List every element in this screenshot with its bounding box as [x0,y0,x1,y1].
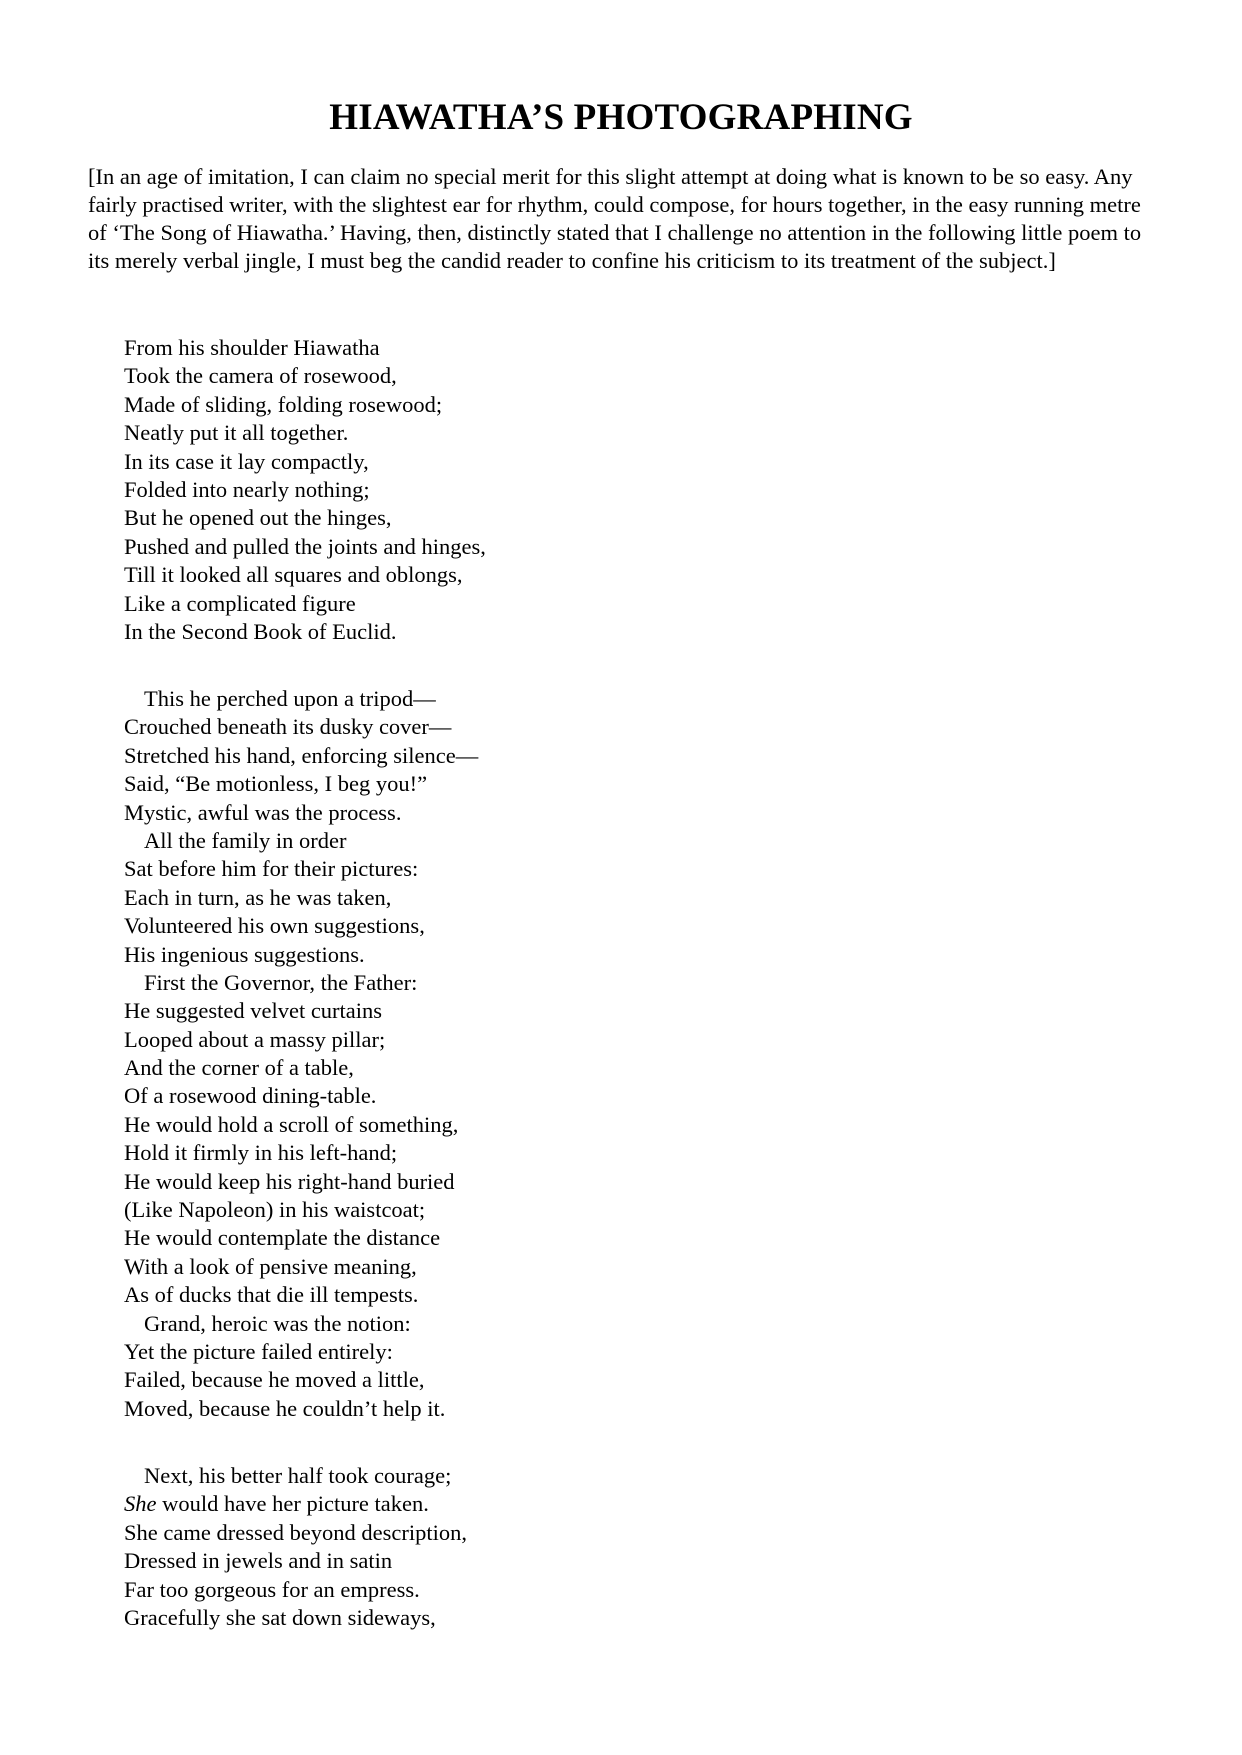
poem-line: Volunteered his own suggestions, [124,913,425,939]
poem-line: Neatly put it all together. [124,420,349,446]
poem-line: First the Governor, the Father: [144,969,418,995]
stanza-3 [124,1462,467,1632]
poem-line: And the corner of a table, [124,1055,354,1081]
poem-line: But he opened out the hinges, [124,505,392,531]
poem-line: All the family in order [144,827,347,853]
poem-line: Looped about a massy pillar; [124,1026,386,1052]
poem-line: With a look of pensive meaning, [124,1253,417,1279]
poem-line: Gracefully she sat down sideways, [124,1604,436,1630]
preface-paragraph: [In an age of imitation, I can claim no special merit for this slight attempt at doing what is known to be so easy. Any fairly practised writer, with the slightest ear for rhythm, could compose, for hours together, in the easy running metre of ‘The Song of Hiawatha.’ Having, then, distinctly stated that I challenge no attention in the following little poem to its merely verbal jingle, I must beg the candid reader to confine his criticism to its treatment of the subject.] [88,164,1142,273]
poem-line: Sat before him for their pictures: [124,856,419,882]
poem-line: He suggested velvet curtains [124,998,383,1024]
poem-line: This he perched upon a tripod— [144,686,436,711]
poem-line: He would contemplate the distance [124,1225,441,1251]
emphasis-she: She [124,1491,157,1517]
poem-line: Mystic, awful was the process. [124,799,402,825]
poem-line [124,1490,467,1518]
poem-line: He would keep his right-hand buried [124,1168,455,1194]
poem-line: She came dressed beyond description, [124,1519,468,1545]
poem-line: Pushed and pulled the joints and hinges, [124,533,486,559]
poem-line: Till it looked all squares and oblongs, [124,562,463,588]
poem-line: In the Second Book of Euclid. [124,618,397,644]
poem-line: Made of sliding, folding rosewood; [124,391,443,417]
poem-line: Dressed in jewels and in satin [124,1548,393,1574]
poem-line: (Like Napoleon) in his waistcoat; [124,1197,426,1223]
poem-line: His ingenious suggestions. [124,941,365,967]
poem-line: Said, “Be motionless, I beg you!” [124,771,428,797]
poem-line: As of ducks that die ill tempests. [124,1282,419,1308]
poem-line: In its case it lay compactly, [124,448,369,474]
poem-line: Folded into nearly nothing; [124,476,370,502]
poem-line: Each in turn, as he was taken, [124,884,392,910]
poem-line: Grand, heroic was the notion: [144,1310,411,1336]
stanza-1 [124,334,486,646]
poem-line: Like a complicated figure [124,590,356,616]
poem-line: Yet the picture failed entirely: [124,1338,393,1364]
poem-line: Stretched his hand, enforcing silence— [124,742,479,768]
poem-line-rest: would have her picture taken. [156,1491,429,1517]
poem-line: Hold it firmly in his left-hand; [124,1140,398,1166]
poem-line: Of a rosewood dining-table. [124,1083,377,1109]
poem-line: Took the camera of rosewood, [124,363,397,389]
poem-line: Moved, because he couldn’t help it. [124,1395,446,1421]
stanza-2 [124,685,478,1423]
poem-line: Far too gorgeous for an empress. [124,1576,420,1602]
poem-line: Crouched beneath its dusky cover— [124,714,452,740]
poem-line: From his shoulder Hiawatha [124,335,380,360]
poem-line: Failed, because he moved a little, [124,1367,425,1393]
poem-line: He would hold a scroll of something, [124,1111,459,1137]
poem-line: Next, his better half took courage; [144,1463,452,1488]
page-title: HIAWATHA’S PHOTOGRAPHING [329,97,913,138]
